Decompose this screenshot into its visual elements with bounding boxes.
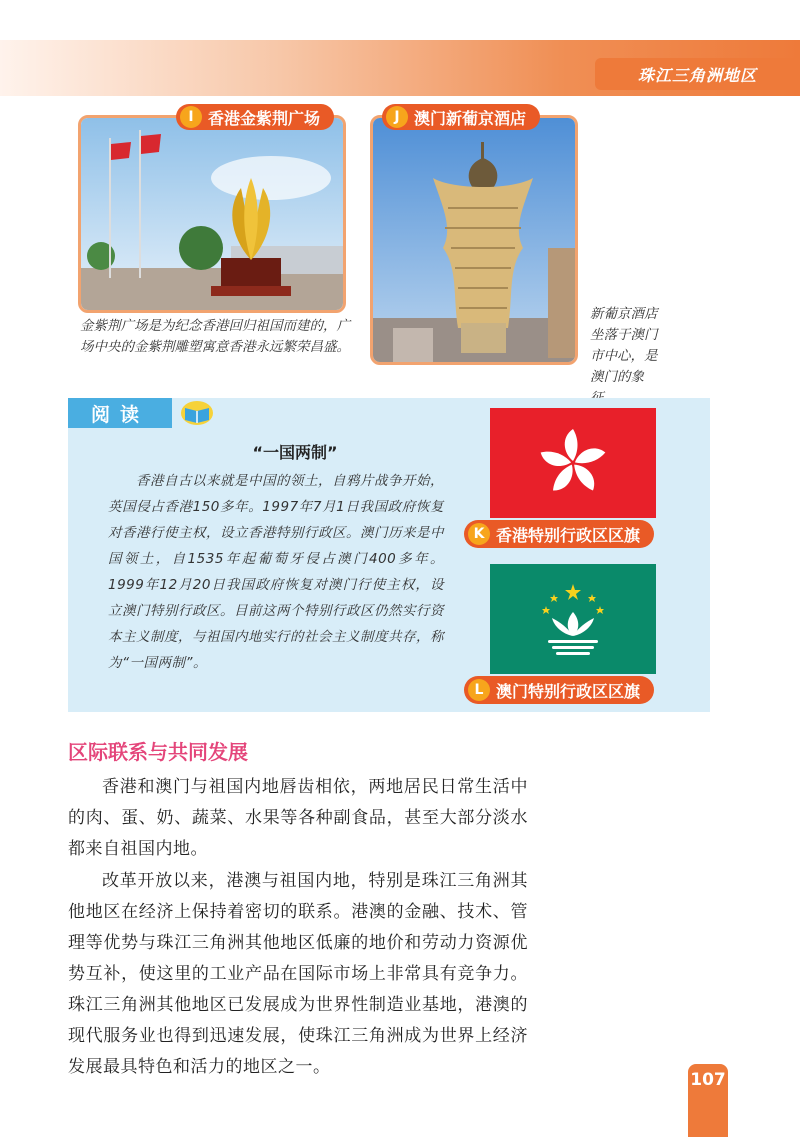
book-icon (180, 400, 214, 426)
flag-k-title: 香港特别行政区区旗 (496, 525, 641, 545)
photo-i-label (176, 104, 334, 130)
photo-j-badge: J (386, 106, 408, 128)
flag-l-title: 澳门特别行政区区旗 (496, 681, 641, 701)
paragraph-2: 改革开放以来，港澳与祖国内地，特别是珠江三角洲其他地区在经济上保持着密切的联系。港澳的金融、技术、管理等优势与珠江三角洲其他地区低廉的地价和劳动力资源优势互补，使这里的工业产品在国际市场上非常具有竞争力。珠江三角洲其他地区已发展成为世界性制造业基地，港澳的现代服务业也得到迅速发展，使珠江三角洲成为世界上经济发展最具特色和活力的地区之一。 (68, 871, 528, 1077)
flag-l-label (464, 676, 654, 704)
photo-j-label (382, 104, 540, 130)
reading-title: “一国两制” (252, 443, 338, 462)
flag-l-badge: L (468, 679, 490, 701)
macau-flag (490, 564, 656, 674)
photo-i-caption: 金紫荆广场是为纪念香港回归祖国而建的，广场中央的金紫荆雕塑寓意香港永远繁荣昌盛。 (80, 318, 350, 355)
photo-j-title: 澳门新葡京酒店 (414, 108, 527, 128)
paragraph-1: 香港和澳门与祖国内地唇齿相依，两地居民日常生活中的肉、蛋、奶、蔬菜、水果等各种副食品，甚至大部分淡水都来自祖国内地。 (68, 777, 528, 859)
reading-tab: 阅读 (68, 398, 172, 428)
flag-k-label (464, 520, 654, 548)
flag-k-badge: K (468, 523, 490, 545)
hong-kong-flag (490, 408, 656, 518)
photo-i-title: 香港金紫荆广场 (208, 108, 321, 128)
photo-grand-lisboa-hotel (370, 115, 578, 365)
photo-j-caption: 新葡京酒店坐落于澳门市中心，是澳门的象 (590, 306, 658, 385)
reading-body: 香港自古以来就是中国的领土，自鸦片战争开始，英国侵占香港150多年。1997年7月1日我国政府恢复对香港行使主权，设立香港特别行政区。澳门历来是中国领土，自1535年起葡萄牙侵占澳门400多年。1999年12月20日我国政府恢复对澳门行使主权，设立澳门特别行政区。目前这两个特别行政区仍然实行资本主义制度，与祖国内地实行的社会主义制度共存，称为“一国两制”。 (108, 473, 444, 671)
page-number: 107 (690, 1070, 726, 1090)
section-title: 区际联系与共同发展 (68, 740, 248, 764)
photo-i-badge: I (180, 106, 202, 128)
photo-golden-bauhinia-square (78, 115, 346, 313)
chapter-header-label: 珠江三角洲地区 (595, 58, 800, 90)
